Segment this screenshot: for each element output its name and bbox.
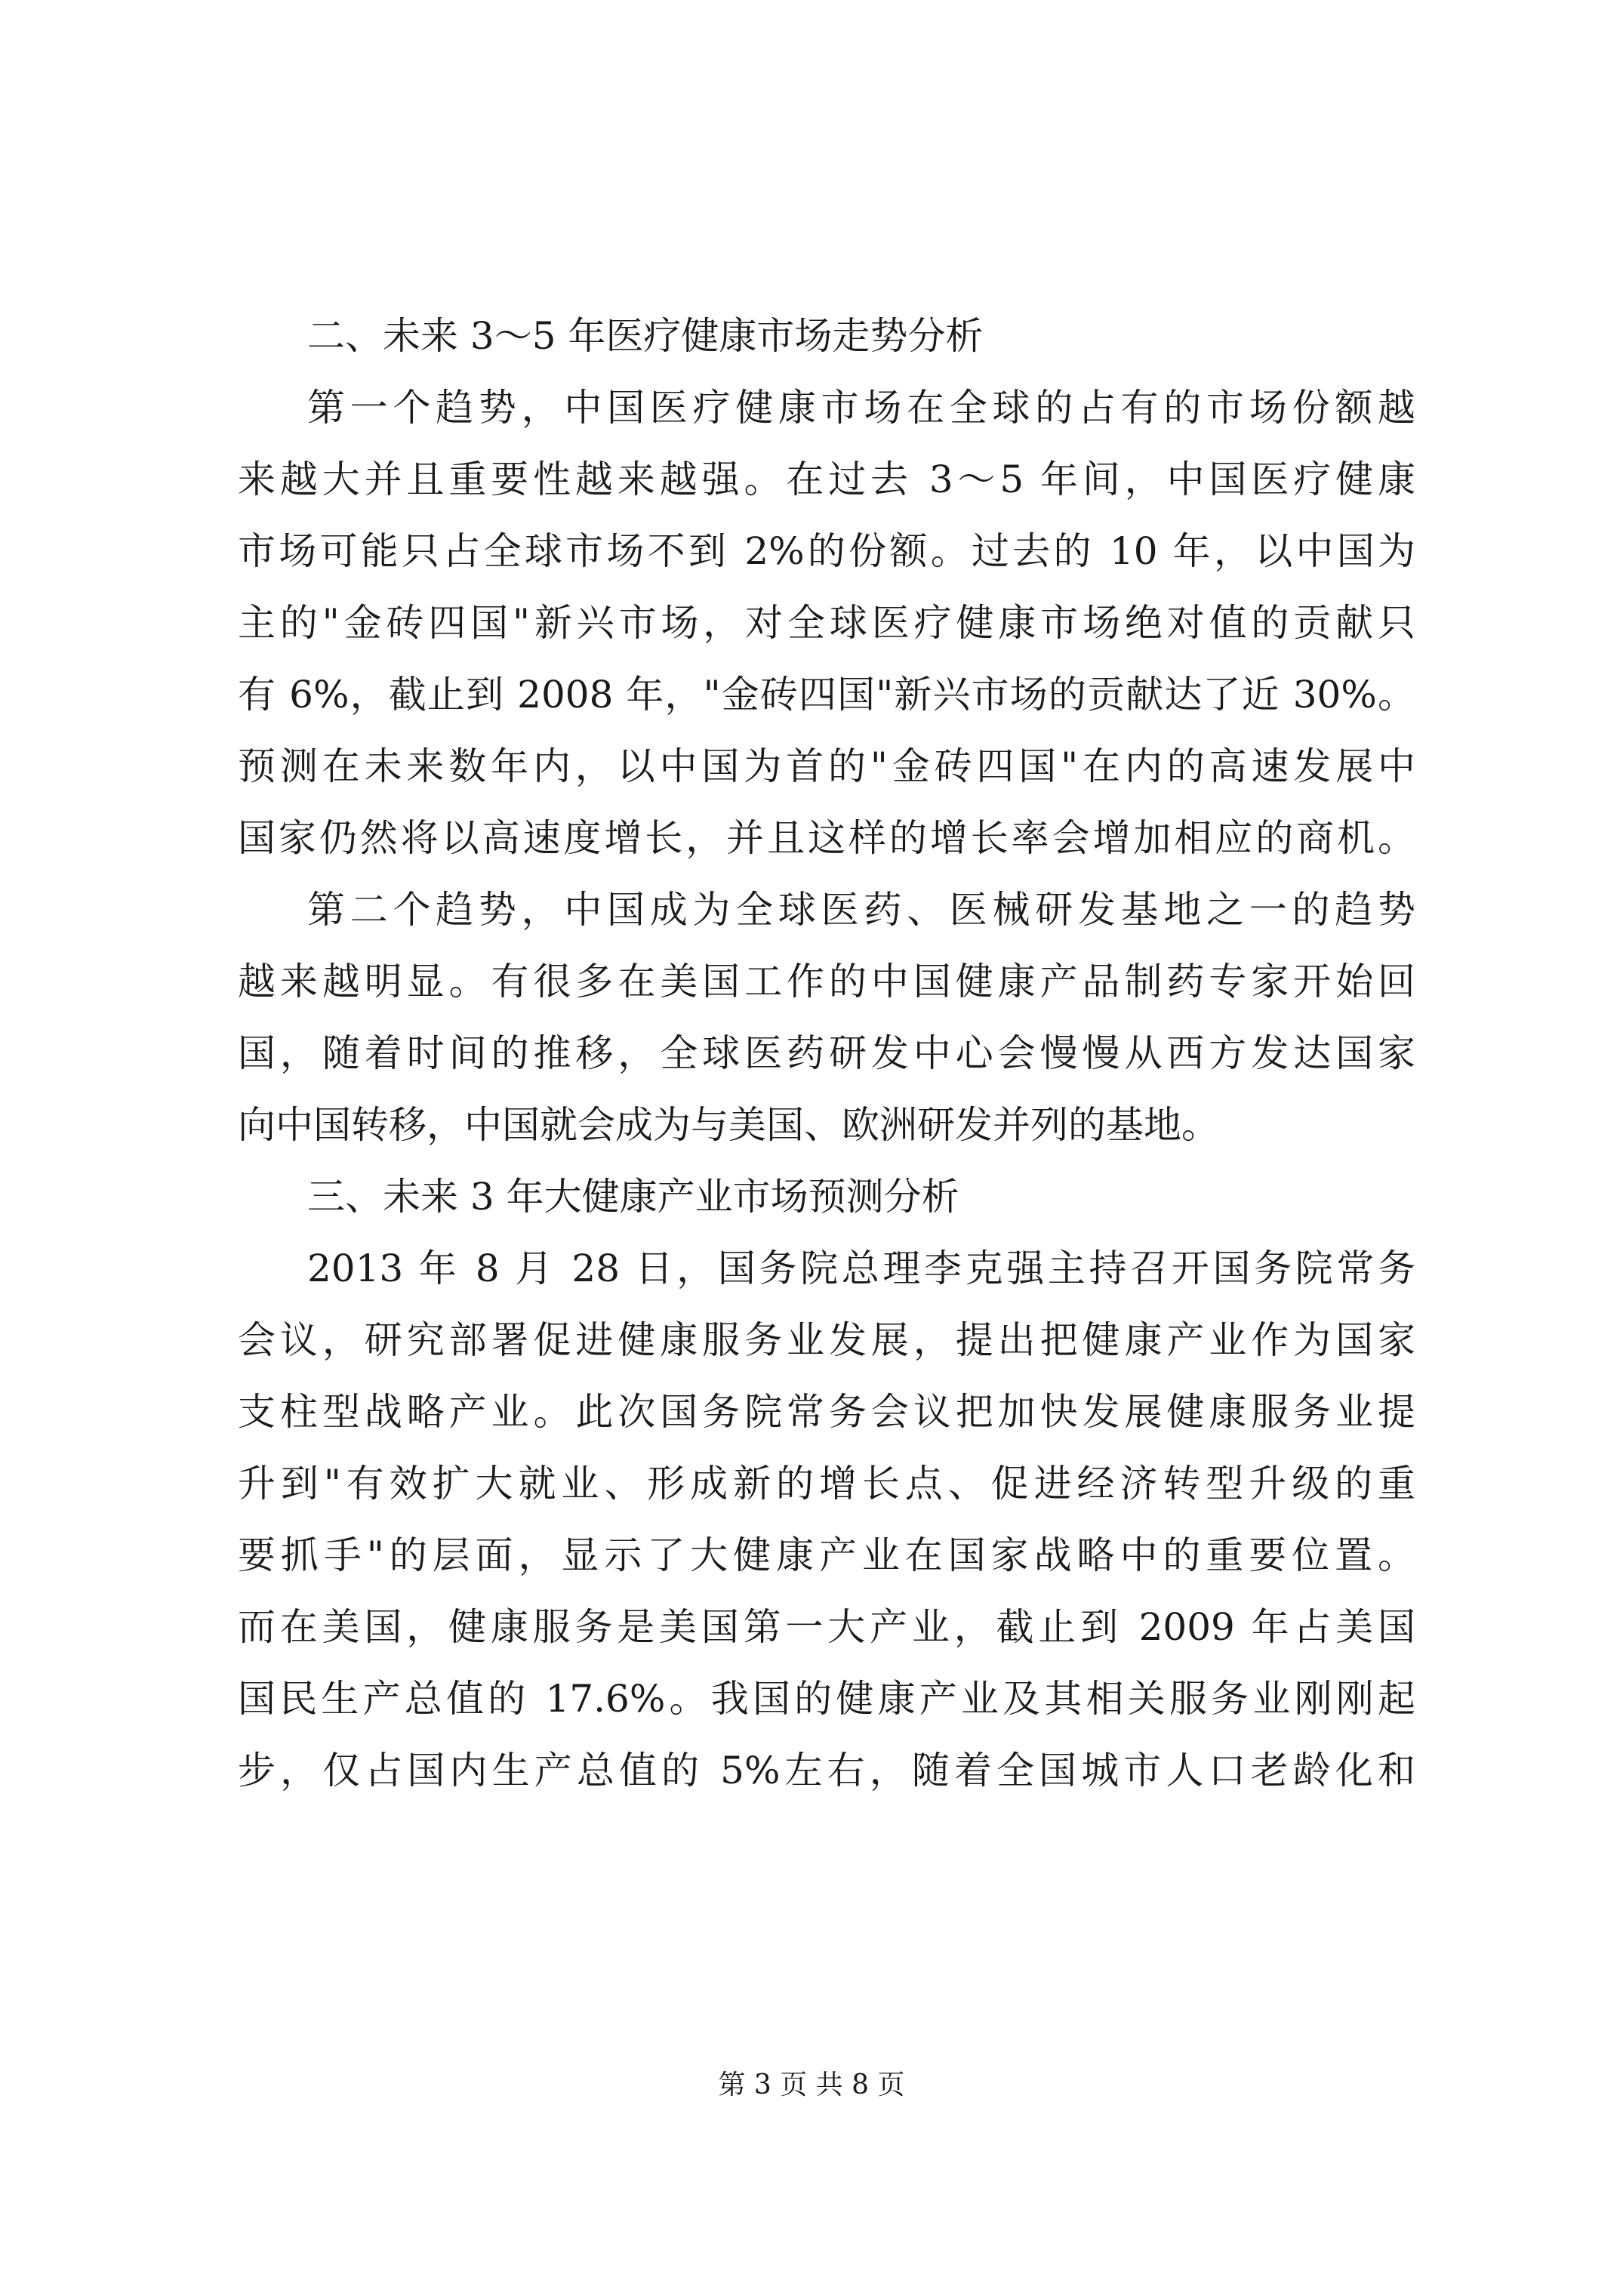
paragraph-line: 市场可能只占全球市场不到 2%的份额。过去的 10 年，以中国为 xyxy=(238,529,1415,573)
paragraph-line: 要抓手"的层面，显示了大健康产业在国家战略中的重要位置。 xyxy=(238,1533,1415,1577)
paragraph-line: 步，仅占国内生产总值的 5%左右，随着全国城市人口老龄化和 xyxy=(238,1749,1415,1792)
paragraph-line: 支柱型战略产业。此次国务院常务会议把加快发展健康服务业提 xyxy=(238,1390,1415,1434)
paragraph-line: 2013 年 8 月 28 日，国务院总理李克强主持召开国务院常务 xyxy=(307,1247,1415,1290)
paragraph-line: 有 6%，截止到 2008 年，"金砖四国"新兴市场的贡献达了近 30%。 xyxy=(238,673,1415,717)
paragraph-line: 而在美国，健康服务是美国第一大产业，截止到 2009 年占美国 xyxy=(238,1605,1415,1649)
paragraph-line: 升到"有效扩大就业、形成新的增长点、促进经济转型升级的重 xyxy=(238,1462,1415,1505)
paragraph-line: 预测在未来数年内，以中国为首的"金砖四国"在内的高速发展中 xyxy=(238,744,1415,788)
paragraph-line: 国，随着时间的推移，全球医药研发中心会慢慢从西方发达国家 xyxy=(238,1031,1415,1075)
paragraph-line: 会议，研究部署促进健康服务业发展，提出把健康产业作为国家 xyxy=(238,1318,1415,1362)
paragraph-line: 向中国转移，中国就会成为与美国、欧洲研发并列的基地。 xyxy=(238,1103,1219,1147)
paragraph-line: 越来越明显。有很多在美国工作的中国健康产品制药专家开始回 xyxy=(238,960,1415,1003)
paragraph-line: 来越大并且重要性越来越强。在过去 3～5 年间，中国医疗健康 xyxy=(238,458,1415,501)
paragraph-line: 第一个趋势，中国医疗健康市场在全球的占有的市场份额越 xyxy=(307,386,1415,430)
section-heading: 三、未来 3 年大健康产业市场预测分析 xyxy=(307,1175,959,1219)
paragraph-line: 主的"金砖四国"新兴市场，对全球医疗健康市场绝对值的贡献只 xyxy=(238,601,1415,645)
paragraph-line: 国民生产总值的 17.6%。我国的健康产业及其相关服务业刚刚起 xyxy=(238,1677,1415,1721)
page-number-footer: 第 3 页 共 8 页 xyxy=(718,2069,905,2100)
paragraph-line: 国家仍然将以高速度增长，并且这样的增长率会增加相应的商机。 xyxy=(238,816,1415,860)
paragraph-line: 第二个趋势，中国成为全球医药、医械研发基地之一的趋势 xyxy=(307,888,1415,932)
section-heading: 二、未来 3～5 年医疗健康市场走势分析 xyxy=(307,314,984,358)
